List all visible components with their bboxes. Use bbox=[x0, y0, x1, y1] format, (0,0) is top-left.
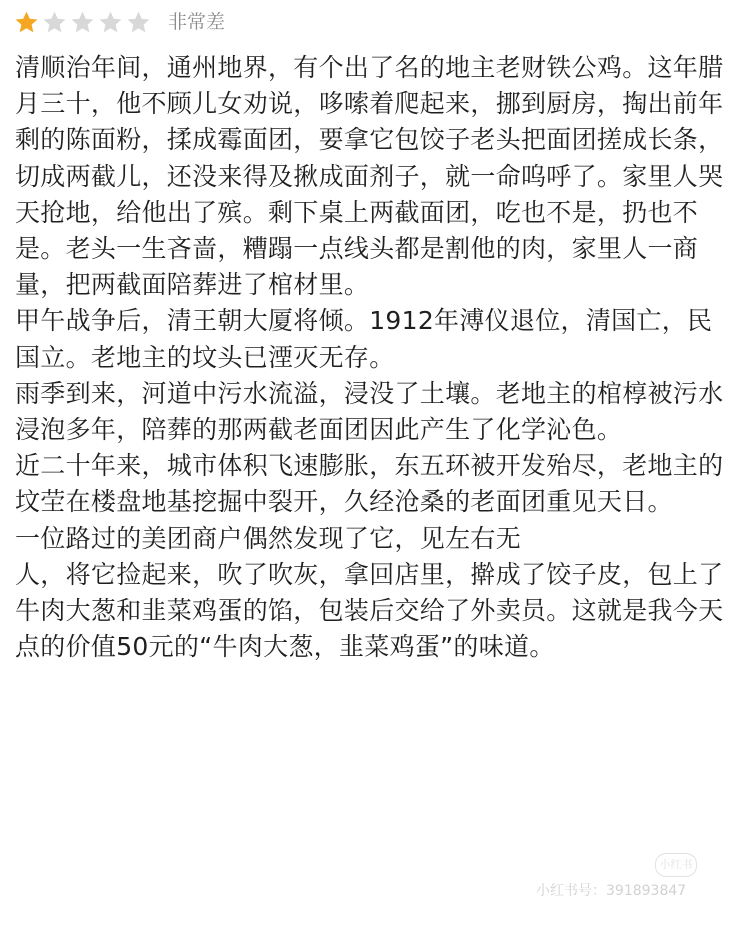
star-icon bbox=[42, 10, 67, 34]
review-paragraph: 近二十年来，城市体积飞速膨胀，东五环被开发殆尽，老地主的坟茔在楼盘地基挖掘中裂开，久经沧桑的老面团重见天日。 bbox=[15, 451, 724, 517]
review-paragraph: 清顺治年间，通州地界，有个出了名的地主老财铁公鸡。这年腊月三十，他不顾儿女劝说，哆嗦着爬起来，挪到厨房，掏出前年剩的陈面粉，揉成霉面团，要拿它包饺子老头把面团搓成长条，切成两截儿，还没来得及揪成面剂子，就一命呜呼了。家里人哭天抢地，给他出了殡。剩下桌上两截面团，吃也不是，扔也不是。老头一生吝啬，糟蹋一点线头都是割他的肉，家里人一商量，把两截面陪葬进了棺材里。 bbox=[15, 53, 724, 300]
review-paragraph: 一位路过的美团商户偶然发现了它，见左右无 bbox=[15, 523, 522, 553]
star-icon bbox=[126, 10, 151, 34]
rating-row bbox=[14, 8, 225, 36]
review-paragraph: 甲午战争后，清王朝大厦将倾。1912年溥仪退位，清国亡，民国立。老地主的坟头已湮灭无存。 bbox=[15, 306, 713, 372]
watermark-logo bbox=[655, 853, 697, 877]
review-body bbox=[15, 50, 735, 665]
watermark-text: 小红书号：391893847 bbox=[536, 883, 687, 899]
review-paragraph: 雨季到来，河道中污水流溢，浸没了土壤。老地主的棺椁被污水浸泡多年，陪葬的那两截老面团因此产生了化学沁色。 bbox=[15, 378, 724, 445]
star-icon bbox=[70, 10, 95, 34]
review-paragraph: 人，将它捡起来，吹了吹灰，拿回店里，擀成了饺子皮，包上了牛肉大葱和韭菜鸡蛋的馅，包装后交给了外卖员。这就是我今天点的价值50元的“牛肉大葱，韭菜鸡蛋”的味道。 bbox=[15, 559, 724, 662]
rating-label: 非常差 bbox=[168, 11, 226, 33]
star-rating bbox=[14, 10, 154, 34]
star-icon bbox=[98, 10, 123, 34]
star-icon bbox=[14, 10, 39, 34]
watermark-logo-text: 小红书 bbox=[659, 858, 693, 871]
